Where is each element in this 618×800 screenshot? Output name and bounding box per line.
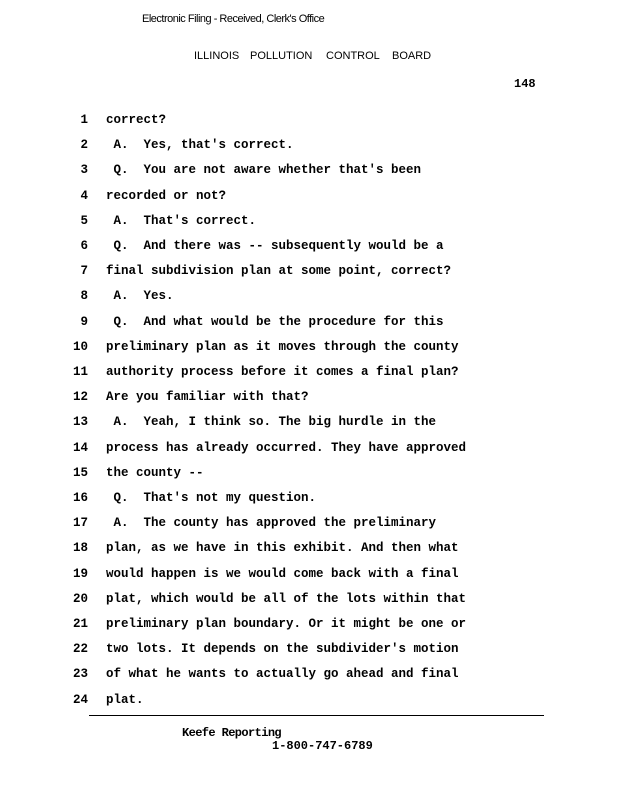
line-text: A. That's correct. (106, 213, 257, 228)
line-number: 13 (72, 415, 88, 430)
line-number: 8 (80, 289, 88, 304)
line-text: A. Yes, that's correct. (106, 138, 294, 153)
line-text: the county -- (106, 465, 204, 480)
line-number: 23 (72, 667, 88, 682)
line-text: Q. And what would be the procedure for this (106, 314, 444, 329)
line-number: 22 (72, 642, 88, 657)
line-number: 9 (80, 314, 88, 329)
line-number: 10 (72, 339, 88, 354)
line-number: 12 (72, 390, 88, 405)
header-word-illinois: ILLINOIS (194, 50, 240, 62)
line-text: plan, as we have in this exhibit. And then what (106, 541, 459, 556)
line-number: 14 (72, 440, 88, 455)
line-number: 17 (72, 516, 88, 531)
line-text: authority process before it comes a final plan? (106, 365, 459, 379)
line-text: plat. (106, 692, 144, 707)
line-number: 5 (80, 213, 88, 228)
line-number: 6 (80, 239, 88, 253)
line-number: 18 (72, 541, 88, 556)
line-text: A. Yes. (106, 289, 174, 304)
page-header (194, 50, 431, 62)
line-text: recorded or not? (106, 188, 227, 203)
line-text: preliminary plan boundary. Or it might be one or (106, 617, 467, 631)
line-number: 4 (80, 188, 88, 203)
line-text: correct? (106, 113, 167, 127)
line-number: 3 (80, 163, 88, 178)
line-text: would happen is we would come back with a final (106, 566, 459, 581)
line-text: A. Yeah, I think so. The big hurdle in the (106, 415, 437, 430)
line-text: of what he wants to actually go ahead and final (106, 667, 459, 682)
line-text: Are you familiar with that? (106, 390, 309, 405)
line-text: Q. And there was -- subsequently would be a (106, 239, 444, 253)
electronic-filing-stamp: Electronic Filing - Received, Clerk's Office (142, 13, 325, 25)
reporting-company: Keefe Reporting (182, 726, 282, 740)
page-number: 148 (514, 77, 536, 91)
header-word-pollution: POLLUTION (250, 50, 313, 62)
reporting-phone: 1-800-747-6789 (272, 739, 373, 753)
header-word-control: CONTROL (326, 50, 380, 62)
line-text: Q. You are not aware whether that's been (106, 163, 422, 178)
line-number: 2 (80, 138, 88, 153)
line-number: 19 (72, 566, 88, 581)
line-number: 21 (72, 617, 88, 631)
line-text: final subdivision plan at some point, correct? (106, 264, 452, 279)
line-number: 7 (80, 264, 88, 279)
line-number: 11 (72, 365, 88, 379)
line-text: plat, which would be all of the lots within that (106, 591, 467, 606)
line-number: 1 (80, 113, 88, 127)
footer-rule (89, 715, 544, 716)
header-word-board: BOARD (392, 50, 432, 62)
line-number: 24 (72, 692, 88, 707)
line-text: two lots. It depends on the subdivider's motion (106, 642, 459, 657)
line-text: process has already occurred. They have approved (106, 440, 467, 455)
line-text: A. The county has approved the preliminary (106, 516, 437, 531)
line-text: preliminary plan as it moves through the county (106, 339, 459, 354)
line-number: 16 (72, 491, 88, 505)
line-text: Q. That's not my question. (106, 491, 317, 505)
line-number: 20 (72, 591, 88, 606)
line-number: 15 (72, 465, 88, 480)
